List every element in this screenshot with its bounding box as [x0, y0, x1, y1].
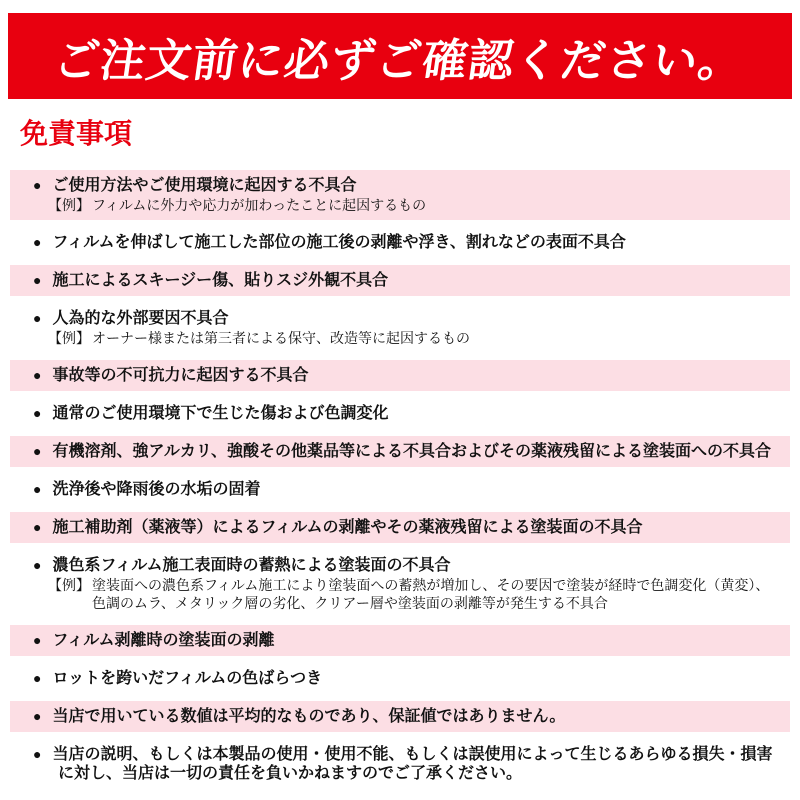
bullet-icon: ●: [33, 708, 42, 724]
item-text: 事故等の不可抗力に起因する不具合: [52, 367, 309, 384]
example-label: 【例】: [48, 197, 90, 213]
example-text: オーナー様または第三者による保守、改造等に起因するもの: [92, 330, 470, 346]
disclaimer-item: [10, 663, 790, 694]
disclaimer-item: [10, 265, 790, 296]
item-text: ロットを跨いだフィルムの色ばらつき: [52, 670, 323, 687]
example-text: フィルムに外力や応力が加わったことに起因するもの: [92, 197, 427, 213]
bullet-icon: ●: [33, 746, 42, 762]
disclaimer-item: [10, 360, 790, 391]
item-text: 人為的な外部要因不具合: [52, 310, 229, 327]
item-text: 当店で用いている数値は平均的なものであり、保証値ではありません。: [52, 708, 566, 725]
example-text: 塗装面への濃色系フィルム施工により塗装面への蓄熱が増加し、その要因で塗装が経時で色調変化（黄変）、: [92, 577, 770, 593]
bullet-icon: ●: [33, 272, 42, 288]
disclaimer-item: [10, 170, 790, 220]
bullet-icon: ●: [33, 234, 42, 250]
example-text: 色調のムラ、メタリック層の劣化、クリアー層や塗装面の剥離等が発生する不具合: [92, 595, 608, 611]
disclaimer-item: [10, 625, 790, 656]
bullet-icon: ●: [33, 367, 42, 383]
bullet-icon: ●: [33, 310, 42, 326]
notice-banner-title: ご注文前に必ずご確認ください。: [50, 34, 749, 86]
item-text: フィルム剥離時の塗装面の剥離: [52, 632, 275, 649]
disclaimer-item: [10, 436, 790, 467]
disclaimer-item: [10, 550, 790, 618]
item-text: 濃色系フィルム施工表面時の蓄熱による塗装面の不具合: [52, 557, 451, 574]
bullet-icon: ●: [33, 405, 42, 421]
item-example: [48, 576, 782, 612]
item-text: 通常のご使用環境下で生じた傷および色調変化: [52, 405, 389, 422]
disclaimer-item: [10, 512, 790, 543]
bullet-icon: ●: [33, 519, 42, 535]
disclaimer-item: [10, 474, 790, 505]
bullet-icon: ●: [33, 481, 42, 497]
item-text-continued: に対し、当店は一切の責任を負いかねますのでご了承ください。: [58, 765, 523, 782]
disclaimer-heading: 免責事項: [20, 118, 133, 149]
disclaimer-item: [10, 227, 790, 258]
disclaimer-item: [10, 398, 790, 429]
bullet-icon: ●: [33, 670, 42, 686]
item-text: ご使用方法やご使用環境に起因する不具合: [52, 177, 357, 194]
disclaimer-item: [10, 739, 790, 789]
bullet-icon: ●: [33, 632, 42, 648]
item-text: 施工補助剤（薬液等）によるフィルムの剥離やその薬液残留による塗装面の不具合: [52, 519, 643, 536]
example-label: 【例】: [48, 330, 90, 346]
item-text: 施工によるスキージー傷、貼りスジ外観不具合: [52, 272, 389, 289]
notice-banner: [8, 13, 792, 99]
disclaimer-item: [10, 303, 790, 353]
item-text: 洗浄後や降雨後の水垢の固着: [52, 481, 261, 498]
disclaimer-list: [10, 170, 790, 789]
bullet-icon: ●: [33, 443, 42, 459]
item-example: [48, 329, 782, 347]
bullet-icon: ●: [33, 557, 42, 573]
disclaimer-item: [10, 701, 790, 732]
item-text: 当店の説明、もしくは本製品の使用・使用不能、もしくは誤使用によって生じるあらゆる損失・損害: [52, 746, 773, 763]
item-example: [48, 196, 782, 214]
item-text: フィルムを伸ばして施工した部位の施工後の剥離や浮き、割れなどの表面不具合: [52, 234, 626, 251]
example-label: 【例】: [48, 577, 90, 593]
bullet-icon: ●: [33, 177, 42, 193]
item-text: 有機溶剤、強アルカリ、強酸その他薬品等による不具合およびその薬液残留による塗装面への不具合: [52, 443, 772, 460]
